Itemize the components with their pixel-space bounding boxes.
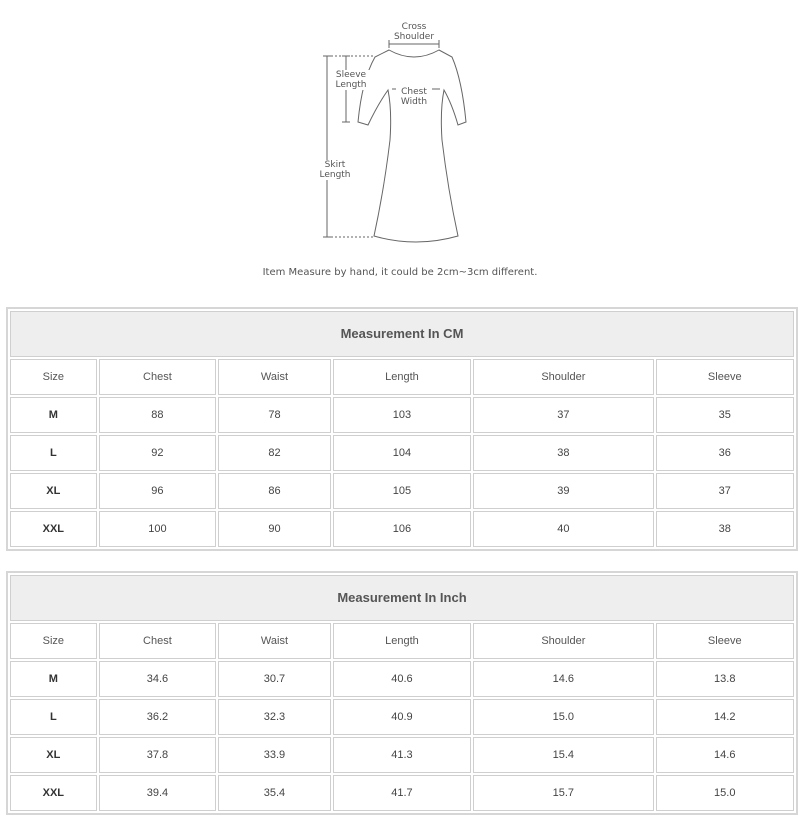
table-cell: 104	[333, 435, 471, 471]
header-cell: Sleeve	[656, 623, 795, 659]
table-cell: 40.6	[333, 661, 471, 697]
header-cell: Size	[10, 623, 97, 659]
table-row	[10, 737, 794, 773]
table-cell: 35.4	[218, 775, 331, 811]
table-cell: 33.9	[218, 737, 331, 773]
table-cell: 96	[99, 473, 217, 509]
table-cell: 30.7	[218, 661, 331, 697]
table-title: Measurement In Inch	[10, 575, 794, 621]
table-cell: 82	[218, 435, 331, 471]
table-row	[10, 775, 794, 811]
inch-table	[6, 571, 798, 815]
table-row	[10, 473, 794, 509]
table-cell: 32.3	[218, 699, 331, 735]
table-cell: 13.8	[656, 661, 795, 697]
size-cell: M	[10, 397, 97, 433]
table-cell: 90	[218, 511, 331, 547]
table-cell: 38	[473, 435, 653, 471]
size-cell: XL	[10, 473, 97, 509]
header-cell: Chest	[99, 359, 217, 395]
table-cell: 40.9	[333, 699, 471, 735]
header-cell: Sleeve	[656, 359, 795, 395]
table-cell: 92	[99, 435, 217, 471]
header-cell: Length	[333, 359, 471, 395]
header-cell: Length	[333, 623, 471, 659]
table-cell: 38	[656, 511, 795, 547]
table-cell: 100	[99, 511, 217, 547]
table-cell: 86	[218, 473, 331, 509]
table-cell: 105	[333, 473, 471, 509]
cm-table	[6, 307, 798, 551]
table-cell: 37	[473, 397, 653, 433]
skirt-length-label: Skirt Length	[315, 160, 355, 180]
table-cell: 15.7	[473, 775, 653, 811]
size-cell: M	[10, 661, 97, 697]
table-cell: 40	[473, 511, 653, 547]
table-cell: 15.0	[473, 699, 653, 735]
header-cell: Shoulder	[473, 359, 653, 395]
header-row	[10, 359, 794, 395]
table-cell: 36.2	[99, 699, 217, 735]
measurement-diagram	[0, 0, 800, 300]
header-cell: Size	[10, 359, 97, 395]
table-row	[10, 699, 794, 735]
cross-shoulder-label: Cross Shoulder	[393, 22, 435, 42]
table-cell: 15.0	[656, 775, 795, 811]
table-row	[10, 661, 794, 697]
table-cell: 14.6	[473, 661, 653, 697]
table-cell: 106	[333, 511, 471, 547]
table-row	[10, 397, 794, 433]
table-cell: 34.6	[99, 661, 217, 697]
table-cell: 39.4	[99, 775, 217, 811]
header-cell: Chest	[99, 623, 217, 659]
dress-illustration	[0, 0, 800, 300]
cm-size-table	[8, 357, 796, 549]
size-cell: L	[10, 435, 97, 471]
table-cell: 103	[333, 397, 471, 433]
header-cell: Waist	[218, 359, 331, 395]
header-row	[10, 623, 794, 659]
table-cell: 37	[656, 473, 795, 509]
table-cell: 14.2	[656, 699, 795, 735]
chest-width-label: Chest Width	[396, 87, 432, 107]
size-cell: XL	[10, 737, 97, 773]
table-cell: 37.8	[99, 737, 217, 773]
size-cell: XXL	[10, 511, 97, 547]
table-cell: 41.7	[333, 775, 471, 811]
size-cell: L	[10, 699, 97, 735]
table-cell: 15.4	[473, 737, 653, 773]
table-cell: 41.3	[333, 737, 471, 773]
measure-note: Item Measure by hand, it could be 2cm~3cm different.	[262, 267, 538, 278]
header-cell: Waist	[218, 623, 331, 659]
inch-size-table	[8, 621, 796, 813]
table-row	[10, 435, 794, 471]
table-cell: 35	[656, 397, 795, 433]
table-cell: 36	[656, 435, 795, 471]
table-cell: 88	[99, 397, 217, 433]
table-cell: 39	[473, 473, 653, 509]
table-cell: 78	[218, 397, 331, 433]
size-cell: XXL	[10, 775, 97, 811]
table-row	[10, 511, 794, 547]
sleeve-length-label: Sleeve Length	[331, 70, 371, 90]
header-cell: Shoulder	[473, 623, 653, 659]
table-cell: 14.6	[656, 737, 795, 773]
table-title: Measurement In CM	[10, 311, 794, 357]
